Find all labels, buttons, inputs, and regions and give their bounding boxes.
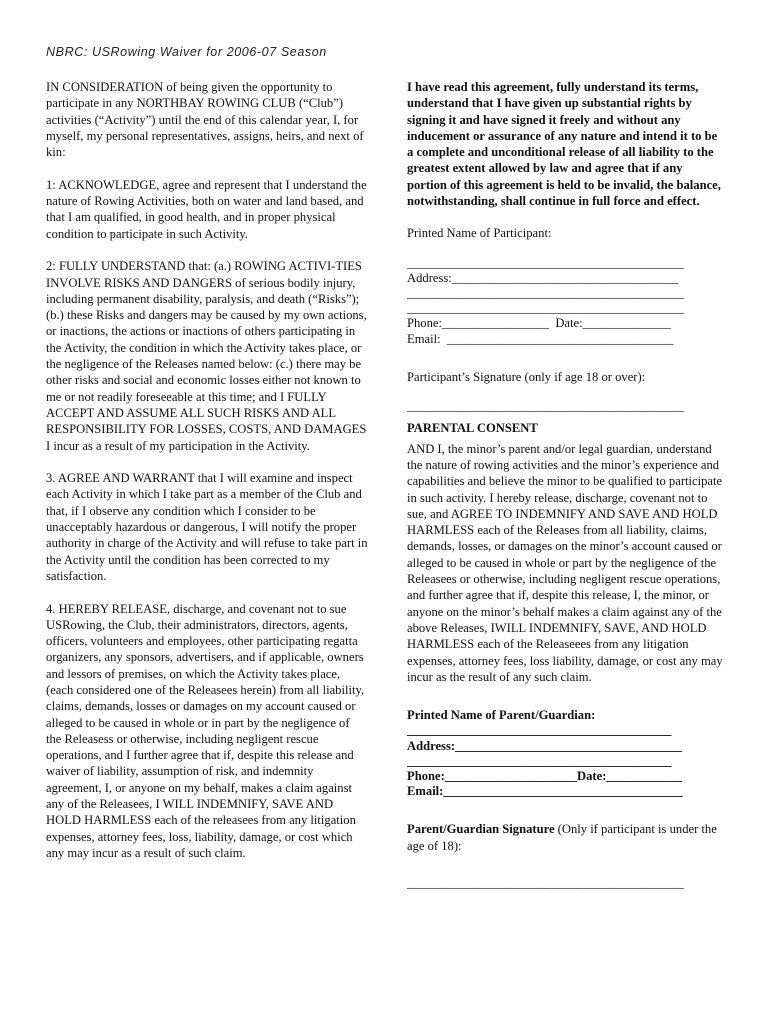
participant-phone-date-field[interactable]: Phone:_________________ Date:______________ [407, 316, 671, 331]
acknowledge-paragraph: 1: ACKNOWLEDGE, agree and represent that I understand the nature of Rowing Activities, both on water and land based, and that I am qualified, in good health, and in proper physical condition to participate in such Activity. [46, 177, 367, 241]
guardian-signature-field[interactable]: ____________________________________________ [407, 876, 685, 891]
guardian-signature-label [407, 821, 725, 854]
printed-name-label: Printed Name of Participant: [407, 226, 552, 241]
participant-signature-label: Participant’s Signature (only if age 18 or over): [407, 369, 646, 384]
waiver-terms-column [46, 79, 368, 878]
guardian-email-field[interactable]: Email:______________________________________ [407, 784, 683, 799]
participant-email-field[interactable]: Email: ____________________________________ [407, 331, 674, 346]
participant-signature-field[interactable]: ____________________________________________ [407, 399, 685, 414]
participant-address-line-2[interactable]: ____________________________________________ [407, 286, 685, 301]
guardian-address-line-2[interactable]: __________________________________________ [407, 753, 672, 768]
consideration-paragraph: IN CONSIDERATION of being given the opportunity to participate in any NORTHBAY ROWING CLUB (“Club”) activities (“Activity”) until the end of this calendar year, I, for myself, my personal representatives, assigns, heirs, and next of kin: [46, 80, 364, 160]
guardian-signature-label-bold: Parent/Guardian Signature [407, 822, 555, 837]
release-paragraph: 4. HEREBY RELEASE, discharge, and covenant not to sue USRowing, the Club, their administrators, directors, agents, officers, volunteers and employees, other participating regatta organizers, any sponsors, advertisers, and if applicable, owners and lessors of premises, on which the Activity takes place, (each considered one of the Releasees herein) from all liability, claims, demands, losses or damages on my account caused or alleged to be caused in whole or in part by the negligence of the Releasess or otherwise, including negligent rescue operations, and I further agree that if, despite this release and waiver of liability, assumption of risk, and indemnity agreement, I, or anyone on my behalf, makes a claim against any of the Releasees, I WILL INDEMNIFY, SAVE AND HOLD HARMLESS each of the releasees from any litigation expenses, attorney fees, loss, liability, damage, or cost which any may incur as a result of such claim. [46, 601, 365, 860]
participant-address-line-3[interactable]: ____________________________________________ [407, 301, 685, 316]
signature-column [407, 79, 725, 891]
guardian-signature-label-note: (Only if participant is under the age of 18): [407, 822, 717, 853]
understand-risks-paragraph: 2: FULLY UNDERSTAND that: (a.) ROWING ACTIVI-TIES INVOLVE RISKS AND DANGERS of serious bodily injury, including permanent disability, paralysis, and death (“Risks”); (b.) these Risks and dangers may be caused by my own actions, or inactions, the actions or inactions of others participating in the Activity, the condition in which the Activity takes place, or the negligence of the Releases named below: (c.) there may be other risks and social and economic losses either not known to me or not readily foreseeable at this time; and I FULLY ACCEPT AND ASSUME ALL SUCH RISKS AND ALL RESPONSIBILITY FOR LOSSES, COSTS, AND DAMAGES I incur as a result of my participation in the Activity. [46, 259, 367, 453]
parental-consent-body: AND I, the minor’s parent and/or legal guardian, understand the nature of rowing activities and the minor’s experience and capabilities and believe the minor to be qualified to participate in such activity. I hereby release, discharge, covenant not to sue, and AGREE TO INDEMNIFY AND SAVE AND HOLD HARMLESS each of the Releases from all liability, claims, demands, losses, or damages on the minor’s account caused or alleged to be caused in whole or part by the negligence of the Releasees or otherwise, including negligent rescue operations, and further agree that if, despite this release, I, the minor, or anyone on the minor’s behalf makes a claim against any of the above Releases, IWILL INDEMNIFY, SAVE, AND HOLD HARMLESS each of the Releaseees from any litigation expenses, attorney fees, loss liability, damage, or cost any may incur as the result of any such claim. [407, 441, 723, 684]
guardian-phone-date-field[interactable]: Phone:_____________________Date:____________ [407, 769, 682, 784]
agreement-statement: I have read this agreement, fully understand its terms, understand that I have given up substantial rights by signing it and have signed it freely and without any inducement or assurance of any nature and intend it to be a complete and unconditional release of all liability to the greatest extent allowed by law and agree that if any portion of this agreement is held to be invalid, the balance, notwithstanding, shall continue in full force and effect. [407, 80, 721, 209]
parental-consent-heading: PARENTAL CONSENT [407, 421, 538, 436]
participant-name-field[interactable]: ____________________________________________ [407, 255, 685, 270]
guardian-name-field[interactable]: __________________________________________ [407, 723, 672, 738]
guardian-address-field[interactable]: Address:____________________________________ [407, 738, 682, 753]
participant-address-field[interactable]: Address:____________________________________ [407, 270, 679, 285]
page-header: NBRC: USRowing Waiver for 2006-07 Season [46, 45, 327, 59]
agree-warrant-paragraph: 3. AGREE AND WARRANT that I will examine and inspect each Activity in which I take part as a member of the Club and that, if I observe any condition which I consider to be unacceptably hazardous or dangerous, I will notify the proper authority in charge of the Activity and will refuse to take part in the Activity until the condition has been corrected to my satisfaction. [46, 471, 368, 583]
guardian-name-label: Printed Name of Parent/Guardian: [407, 708, 596, 723]
